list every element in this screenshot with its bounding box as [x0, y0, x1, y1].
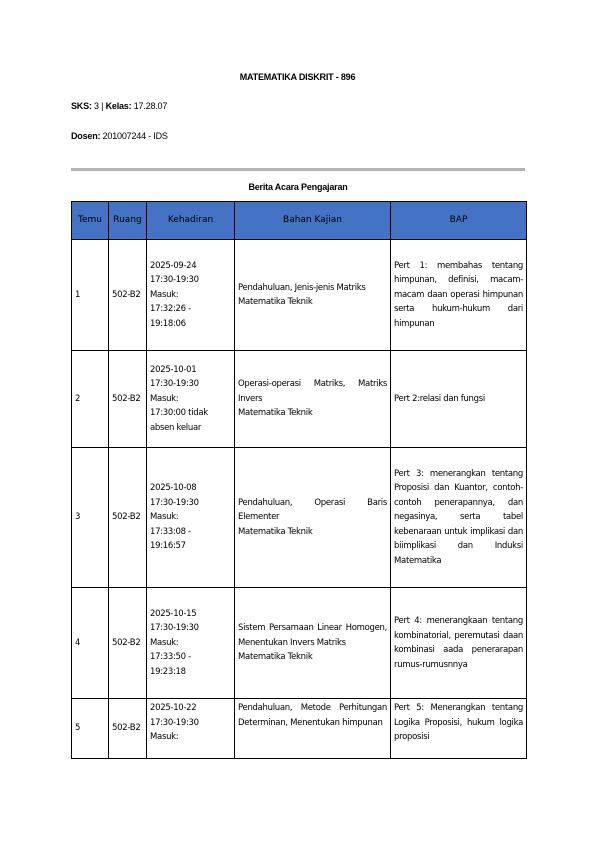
- bahan-kajian-course: Matematika Teknik: [238, 526, 313, 537]
- cell-kehadiran: [147, 240, 235, 351]
- cell-bahan-kajian: [235, 448, 391, 588]
- kelas-label: Kelas:: [105, 101, 132, 111]
- bap-table: [71, 201, 527, 759]
- column-header-ruang: Ruang: [109, 202, 147, 240]
- cell-bap: Pert 2:relasi dan fungsi: [391, 351, 527, 448]
- cell-ruang: 502-B2: [109, 448, 147, 588]
- cell-kehadiran: [147, 448, 235, 588]
- table-row: [72, 588, 527, 699]
- divider: [71, 168, 525, 171]
- kehadiran-out: 19:23:18: [150, 666, 186, 677]
- kehadiran-date: 2025-10-15: [150, 608, 197, 619]
- kehadiran-in: 17:32:26 -: [150, 304, 191, 315]
- cell-temu: 3: [72, 448, 109, 588]
- bahan-kajian-topic: Pendahuluan, Jenis-jenis Matriks: [238, 282, 366, 293]
- bahan-kajian-topic: Operasi-operasi Matriks, Matriks Invers: [238, 379, 387, 404]
- cell-kehadiran: [147, 588, 235, 699]
- kehadiran-date: 2025-09-24: [150, 260, 197, 271]
- course-title: MATEMATIKA DISKRIT - 896: [239, 72, 356, 82]
- cell-bahan-kajian: [235, 699, 391, 759]
- cell-bap: Pert 3: menerangkan tentang Proposisi dan Kuantor, contoh-contoh penerapannya, dan negasinya, serta tabel kebenaraan untuk implikasi dan biimplikasi dan Induksi Matematika: [391, 448, 527, 588]
- column-header-bap: BAP: [391, 202, 527, 240]
- table-row: [72, 699, 527, 759]
- dosen-value: 201007244 - IDS: [102, 131, 168, 141]
- kehadiran-label: Masuk:: [150, 393, 179, 404]
- cell-bahan-kajian: [235, 240, 391, 351]
- bahan-kajian-topic: Sistem Persamaan Linear Homogen, Menentukan Invers Matriks: [238, 623, 387, 648]
- column-header-temu: Temu: [72, 202, 109, 240]
- lecturer-meta: [71, 131, 168, 141]
- cell-bahan-kajian: [235, 588, 391, 699]
- kehadiran-out: 19:16:57: [150, 541, 186, 552]
- sks-value: 3: [94, 101, 99, 111]
- kehadiran-time: 17:30-19:30: [150, 275, 199, 286]
- table-row: [72, 351, 527, 448]
- bahan-kajian-course: Matematika Teknik: [238, 297, 313, 307]
- cell-bap: Pert 1: membahas tentang himpunan, definisi, macam-macam daan operasi himpunan serta hukum-hukum dari himpunan: [391, 240, 527, 351]
- cell-ruang: 502-B2: [109, 351, 147, 448]
- table-row: [72, 240, 527, 351]
- bahan-kajian-course: Matematika Teknik: [238, 652, 313, 663]
- kehadiran-date: 2025-10-01: [150, 364, 197, 375]
- kehadiran-label: Masuk:: [150, 512, 179, 523]
- cell-kehadiran: [147, 351, 235, 448]
- kehadiran-in: 17:30:00 tidak: [150, 408, 208, 419]
- section-title: Berita Acara Pengajaran: [248, 182, 348, 192]
- kehadiran-label: Masuk:: [150, 637, 179, 648]
- bahan-kajian-topic: Pendahuluan, Metode Perhitungan Determinan, Menentukan himpunan: [238, 703, 387, 728]
- table-row: [72, 448, 527, 588]
- column-header-kehadiran: Kehadiran: [147, 202, 235, 240]
- cell-kehadiran: [147, 699, 235, 759]
- kehadiran-in: 17:33:50 -: [150, 652, 191, 663]
- kehadiran-time: 17:30-19:30: [150, 717, 199, 728]
- table-header-row: [72, 202, 527, 240]
- kehadiran-label: Masuk:: [150, 289, 179, 300]
- cell-ruang: 502-B2: [109, 240, 147, 351]
- kehadiran-in: 17:33:08 -: [150, 526, 191, 537]
- kehadiran-time: 17:30-19:30: [150, 623, 199, 634]
- column-header-bahan-kajian: Bahan Kajian: [235, 202, 391, 240]
- cell-bahan-kajian: [235, 351, 391, 448]
- kelas-value: 17.28.07: [133, 101, 168, 111]
- bap-text: Pert 5: Menerangkan tentang Logika Proposisi, hukum logika proposisi: [394, 703, 523, 742]
- dosen-label: Dosen:: [71, 131, 101, 141]
- bahan-kajian-topic: Pendahuluan, Operasi Baris Elementer: [238, 497, 387, 523]
- course-meta: [71, 101, 167, 111]
- cell-ruang: 502-B2: [109, 588, 147, 699]
- cell-temu: 4: [72, 588, 109, 699]
- meta-separator: |: [101, 101, 104, 111]
- cell-bap: Pert 4: menerangkaan tentang kombinatorial, peremutasi daan kombinasi aada penerarapan rumus-rumusnnya: [391, 588, 527, 699]
- kehadiran-time: 17:30-19:30: [150, 379, 199, 390]
- kehadiran-out: absen keluar: [150, 422, 202, 433]
- cell-temu: 5: [72, 699, 109, 759]
- cell-ruang: 502-B2: [109, 699, 147, 759]
- kehadiran-time: 17:30-19:30: [150, 497, 199, 508]
- kehadiran-date: 2025-10-08: [150, 483, 197, 494]
- cell-bap: [391, 699, 527, 759]
- bahan-kajian-course: Matematika Teknik: [238, 408, 313, 419]
- kehadiran-out: 19:18:06: [150, 318, 186, 329]
- kehadiran-label: Masuk:: [150, 732, 179, 742]
- cell-temu: 2: [72, 351, 109, 448]
- kehadiran-date: 2025-10-22: [150, 703, 197, 713]
- cell-temu: 1: [72, 240, 109, 351]
- sks-label: SKS:: [71, 101, 92, 111]
